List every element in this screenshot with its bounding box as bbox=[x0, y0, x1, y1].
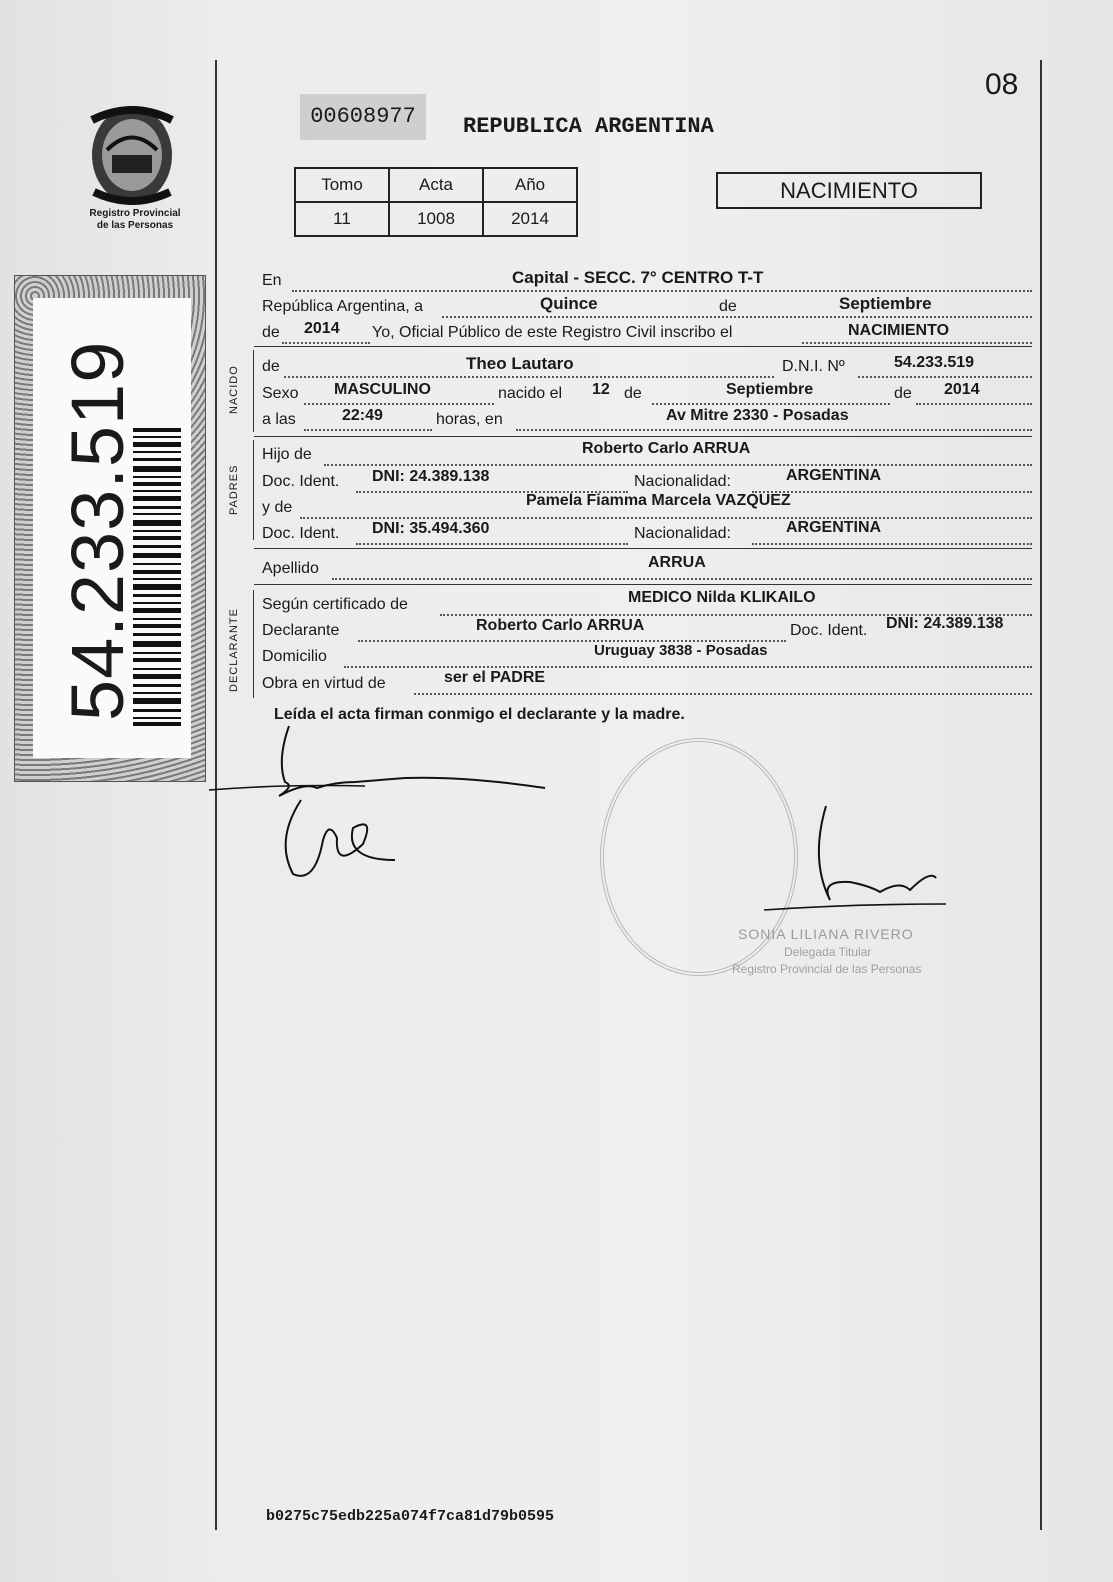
nacido-el-label: nacido el bbox=[498, 385, 563, 402]
divider-1 bbox=[254, 346, 1032, 347]
mother-nacionalidad: ARGENTINA bbox=[786, 519, 882, 536]
obra-label: Obra en virtud de bbox=[262, 675, 386, 692]
father-doc: DNI: 24.389.138 bbox=[372, 468, 490, 485]
stamp-org: Registro Provincial de las Personas bbox=[732, 962, 922, 976]
line-sexo bbox=[262, 381, 1032, 409]
declarante-signature bbox=[205, 720, 565, 890]
decl-label: Declarante bbox=[262, 622, 340, 639]
child-name: Theo Lautaro bbox=[466, 354, 574, 373]
record-table-values bbox=[295, 202, 577, 236]
mother-doc: DNI: 35.494.360 bbox=[372, 520, 490, 537]
country-title: REPUBLICA ARGENTINA bbox=[463, 114, 714, 139]
section-padres: PADRES bbox=[228, 464, 240, 515]
year-label: de bbox=[262, 324, 280, 341]
serial-number: 00608977 bbox=[300, 94, 426, 140]
record-type-box: NACIMIENTO bbox=[716, 172, 982, 209]
nacido-de-label-2: de bbox=[624, 385, 642, 402]
birth-time: 22:49 bbox=[342, 407, 383, 424]
stamp-role: Delegada Titular bbox=[784, 945, 872, 959]
right-margin-rule bbox=[1040, 60, 1042, 1530]
declarante-rule bbox=[253, 590, 254, 698]
de-label: de bbox=[719, 298, 737, 315]
sexo-value: MASCULINO bbox=[334, 381, 431, 398]
dom-value: Uruguay 3838 - Posadas bbox=[594, 642, 768, 659]
line-mother-doc bbox=[262, 519, 1032, 549]
section-declarante: DECLARANTE bbox=[228, 608, 240, 692]
line-year bbox=[262, 320, 1032, 348]
closing-statement: Leída el acta firman conmigo el declarante y la madre. bbox=[274, 706, 685, 723]
seal-caption-line-2: de las Personas bbox=[96, 220, 174, 231]
mother-doc-label: Doc. Ident. bbox=[262, 525, 340, 542]
yde-label: y de bbox=[262, 499, 293, 516]
line-en bbox=[262, 268, 1032, 296]
decl-value: Roberto Carlo ARRUA bbox=[476, 617, 645, 634]
republica-label: República Argentina, a bbox=[262, 298, 423, 315]
father-name: Roberto Carlo ARRUA bbox=[582, 440, 751, 457]
birth-year: 2014 bbox=[944, 381, 980, 398]
line-hijo bbox=[262, 440, 1032, 470]
apellido-label: Apellido bbox=[262, 560, 319, 577]
horas-label: horas, en bbox=[436, 411, 503, 428]
line-domicilio bbox=[262, 642, 1032, 672]
alas-label: a las bbox=[262, 411, 296, 428]
dni-label: D.N.I. Nº bbox=[782, 358, 845, 375]
record-table-header bbox=[295, 168, 577, 202]
line-nacido-name bbox=[262, 354, 1032, 382]
oficial-text: Yo, Oficial Público de este Registro Civil inscribo el bbox=[372, 324, 733, 341]
decl-doc-label: Doc. Ident. bbox=[790, 622, 868, 639]
mother-nac-label: Nacionalidad: bbox=[634, 525, 731, 542]
record-table-header-tomo: Tomo bbox=[295, 168, 389, 202]
en-value: Capital - SECC. 7° CENTRO T-T bbox=[512, 268, 764, 287]
year-value: 2014 bbox=[304, 320, 340, 337]
sexo-label: Sexo bbox=[262, 385, 299, 402]
line-apellido bbox=[262, 554, 1032, 584]
page-number: 08 bbox=[985, 68, 1019, 101]
barcode-sticker bbox=[14, 275, 206, 782]
divider-2 bbox=[254, 436, 1032, 437]
record-table-tomo: 11 bbox=[295, 202, 389, 236]
line-hora bbox=[262, 407, 1032, 435]
official-signature bbox=[760, 800, 960, 940]
father-doc-label: Doc. Ident. bbox=[262, 473, 340, 490]
seal-caption bbox=[70, 208, 200, 232]
apellido-value: ARRUA bbox=[648, 554, 706, 571]
record-table-header-anio: Año bbox=[483, 168, 577, 202]
birth-day: 12 bbox=[592, 381, 610, 398]
record-table-acta: 1008 bbox=[389, 202, 483, 236]
day-value: Quince bbox=[540, 294, 598, 313]
cert-label: Según certificado de bbox=[262, 596, 408, 613]
birth-place: Av Mitre 2330 - Posadas bbox=[666, 407, 849, 424]
section-nacido: NACIDO bbox=[228, 365, 240, 414]
father-nacionalidad: ARGENTINA bbox=[786, 467, 882, 484]
mother-name: Pamela Fiamma Marcela VAZQUEZ bbox=[526, 492, 791, 509]
hijo-label: Hijo de bbox=[262, 446, 312, 463]
obra-value: ser el PADRE bbox=[444, 669, 546, 686]
cert-value: MEDICO Nilda KLIKAILO bbox=[628, 589, 816, 606]
side-id-number: 54.233.519 bbox=[56, 340, 139, 721]
barcode-icon bbox=[133, 428, 181, 728]
birth-month: Septiembre bbox=[726, 381, 814, 398]
record-table-anio: 2014 bbox=[483, 202, 577, 236]
nacido-de-label-3: de bbox=[894, 385, 912, 402]
nacido-rule bbox=[253, 350, 254, 432]
line-republica bbox=[262, 294, 1032, 322]
inscribo-value: NACIMIENTO bbox=[848, 322, 950, 339]
decl-doc: DNI: 24.389.138 bbox=[886, 615, 1004, 632]
nacido-de-label: de bbox=[262, 358, 280, 375]
seal-caption-line-1: Registro Provincial bbox=[89, 208, 181, 219]
provincial-seal-icon bbox=[82, 100, 182, 210]
child-dni: 54.233.519 bbox=[894, 354, 975, 371]
line-obra bbox=[262, 669, 1032, 699]
record-table bbox=[294, 167, 578, 237]
dom-label: Domicilio bbox=[262, 648, 327, 665]
stamp-name: SONIA LILIANA RIVERO bbox=[738, 926, 914, 942]
divider-3 bbox=[254, 548, 1032, 549]
padres-rule bbox=[253, 440, 254, 540]
month-value: Septiembre bbox=[839, 294, 932, 313]
father-nac-label: Nacionalidad: bbox=[634, 473, 731, 490]
footer-hash: b0275c75edb225a074f7ca81d79b0595 bbox=[266, 1508, 555, 1525]
record-table-header-acta: Acta bbox=[389, 168, 483, 202]
divider-4 bbox=[254, 584, 1032, 585]
en-label: En bbox=[262, 272, 282, 289]
